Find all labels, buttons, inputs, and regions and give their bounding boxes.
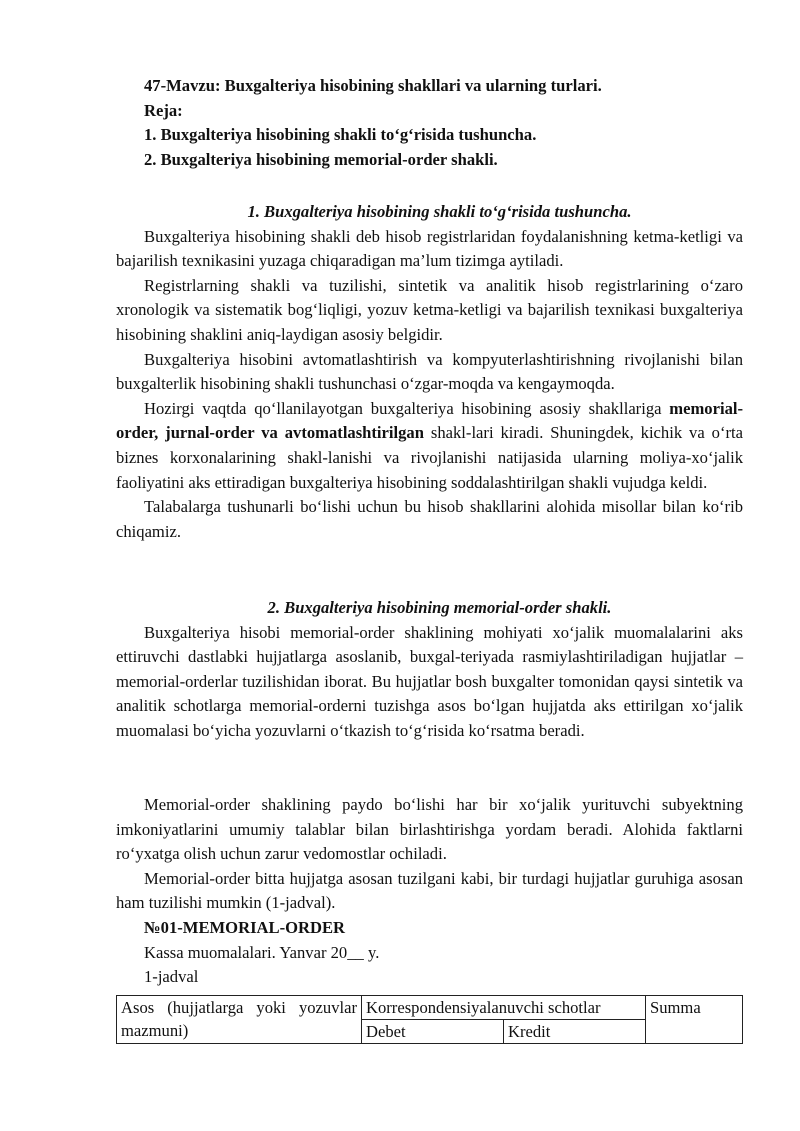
table-row [117,996,743,1020]
paragraph: Memorial-order bitta hujjatga asosan tuzilgani kabi, bir turdagi hujjatlar guruhiga asosan ham tuzilishi mumkin (1-jadval). [116,868,743,913]
document-header [116,74,743,172]
order-title: №01-MEMORIAL-ORDER [144,917,346,937]
section-2 [116,596,743,744]
paragraph: Buxgalteriya hisobini avtomatlashtirish va kompyuterlashtirishning rivojlanishi bilan buxgalterlik hisobining shakli tushunchasi o‘zgar-moqda va kengaymoqda. [116,349,743,394]
paragraph: Buxgalteriya hisobining shakli deb hisob registrlaridan foydalanishning ketma-ketligi va bajarilish texnikasini yuzaga chiqaradigan ma’lum tizimga aytiladi. [116,226,743,271]
bold-forms: memorial-order, jurnal-order va avtomatlashtirilgan [116,398,743,443]
header-basis: Asos (hujjatlarga yoki yozuvlar mazmuni) [117,996,362,1044]
plan-item: 1. Buxgalteriya hisobining shakli to‘g‘risida tushuncha. [144,125,537,145]
table-label: 1-jadval [144,967,199,987]
paragraph-text: shakl-lari kiradi. Shuningdek, kichik va o‘rta biznes korxonalarining shakl-lanishi va rivojlanishi natijasida ularning moliya-xo‘jalik faoliyatini aks ettiradigan buxgalteriya hisobining soddalashtirilgan shakli vujudga keldi. [116,423,743,492]
memorial-order-table [116,995,743,1044]
topic-title: 47-Mavzu: Buxgalteriya hisobining shakllari va ularning turlari. [144,76,602,95]
paragraph-text: Hozirgi vaqtda qo‘llanilayotgan buxgalteriya hisobining asosiy shakllariga [144,398,670,418]
paragraph: Registrlarning shakli va tuzilishi, sintetik va analitik hisob registrlarining o‘zaro xronologik va sistematik bog‘liqligi, yozuv ketma-ketligi va bajarilish texnikasi buxgalteriya hisobining shaklini aniq-laydigan asosiy belgidir. [116,275,743,344]
header-accounts: Korrespondensiyalanuvchi schotlar [362,996,646,1020]
paragraph: Buxgalteriya hisobi memorial-order shaklining mohiyati xo‘jalik muomalalarini aks ettiruvchi dastlabki hujjatlarga asoslanib, buxgal-teriyada rasmiylashtiriladigan hujjatlar – memorial-orderlar tuzilishidan iborat. Bu hujjatlar bosh buxgalter tomonidan qaysi sintetik va analitik schotlarga memorial-orderni tuzishga asos bo‘lgan hujjatda aks ettirilgan xo‘jalik muomalasi bo‘yicha yozuvlarni o‘tkazish to‘g‘risida ko‘rsatma beradi. [116,622,743,740]
header-debit: Debet [362,1020,504,1044]
header-sum: Summa [646,996,743,1044]
order-subtitle: Kassa muomalalari. Yanvar 20__ y. [144,942,380,962]
paragraph: Talabalarga tushunarli bo‘lishi uchun bu hisob shakllarini alohida misollar bilan ko‘rib chiqamiz. [116,497,743,541]
section-1-title: 1. Buxgalteriya hisobining shakli to‘g‘risida tushuncha. [247,202,632,221]
plan-label: Reja: [144,100,183,120]
header-credit: Kredit [504,1020,646,1044]
paragraph: Memorial-order shaklining paydo bo‘lishi har bir xo‘jalik yurituvchi subyektning imkoniyatlarini umumiy talablar bilan birlashtirishga yordam beradi. Alohida faktlarni ro‘yxatga olish uchun zarur vedomostlar ochiladi. [116,795,743,864]
section-2-title: 2. Buxgalteriya hisobining memorial-order shakli. [267,598,612,617]
paragraph-emphasis [116,397,743,495]
section-2-continued [116,793,743,990]
section-1 [116,200,743,544]
plan-item: 2. Buxgalteriya hisobining memorial-order shakli. [144,149,498,169]
